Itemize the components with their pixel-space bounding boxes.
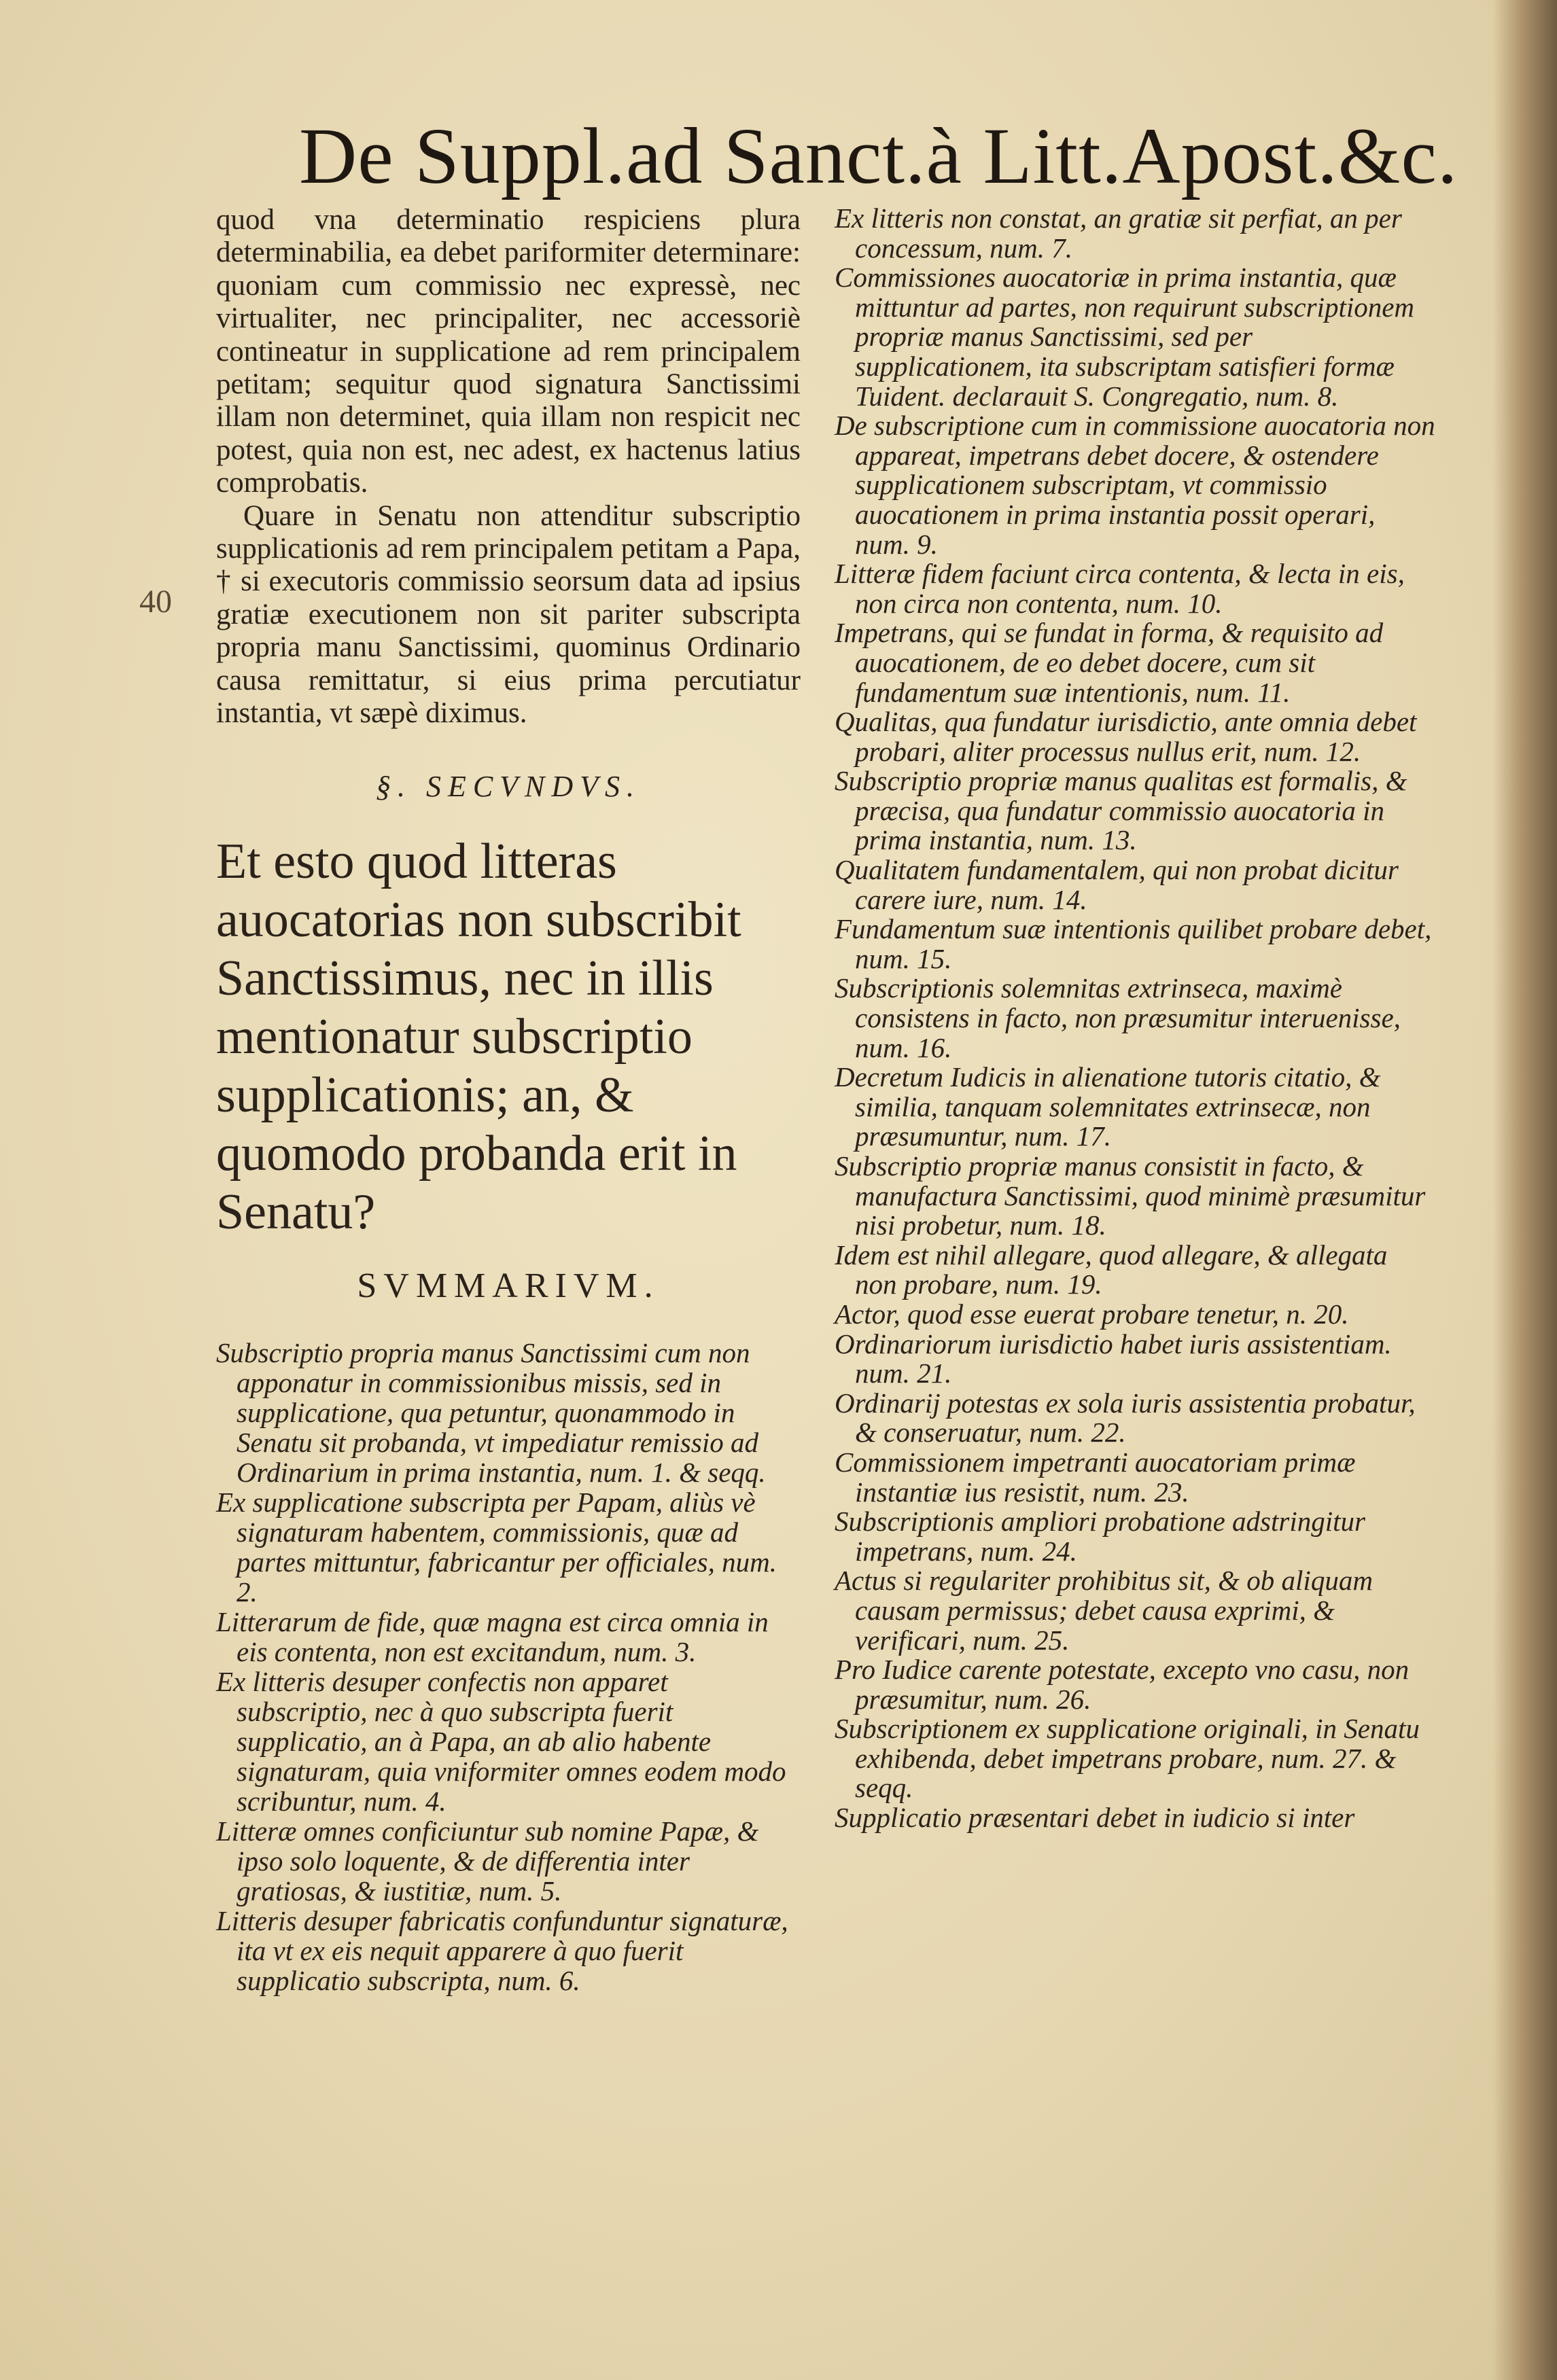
summary-entry: Subscriptio propriæ manus qualitas est formalis, & præcisa, qua fundatur commissio auocatoria in prima instantia, num. 13. [835,765,1407,856]
summary-entry: Commissionem impetranti auocatoriam primæ instantiæ ius resistit, num. 23. [835,1446,1356,1508]
summary-entry: Subscriptionis solemnitas extrinseca, maximè consistens in facto, non præsumitur interuenisse, num. 16. [835,972,1401,1063]
summary-entry: Ex litteris non constat, an gratiæ sit perfiat, an per concessum, num. 7. [835,202,1402,264]
summary-entry: Qualitas, qua fundatur iurisdictio, ante omnia debet probari, aliter processus nullus erit, num. 12. [835,706,1417,767]
summary-entry: Litteræ omnes conficiuntur sub nomine Papæ, & ipso solo loquente, & de differentia inter gratiosas, & iustitiæ, num. 5. [216,1815,759,1906]
summary-entry: De subscriptione cum in commissione auocatoria non appareat, impetrans debet docere, & ostendere supplicationem subscriptam, vt commissio auocationem in prima instantia possit operari, num. 9. [835,410,1435,560]
summary-entry: Actus si regulariter prohibitus sit, & ob aliquam causam permissus; debet causa exprimi, & verificari, num. 25. [835,1565,1373,1656]
page-gutter [1492,0,1557,2380]
summary-entry: Qualitatem fundamentalem, qui non probat dicitur carere iure, num. 14. [835,854,1399,915]
summary-entry: Actor, quod esse euerat probare tenetur, n. 20. [835,1298,1349,1330]
summary-entry: Pro Iudice carente potestate, excepto vno casu, non præsumitur, num. 26. [835,1654,1410,1715]
section-question: Et esto quod litteras auocatorias non subscribit Sanctissimus, nec in illis mentionatur subscriptio supplicationis; an, & quomodo probanda erit in Senatu? [216,833,741,1240]
summary-entry: Impetrans, qui se fundat in forma, & requisito ad auocationem, de eo debet docere, cum sit fundamentum suæ intentionis, num. 11. [835,617,1384,708]
margin-line-number: 40 [139,584,172,620]
summary-entry: Subscriptio propria manus Sanctissimi cum non apponatur in commissionibus missis, sed in supplicatione, qua petuntur, quonammodo in Senatu sit probanda, vt impediatur remissio ad Ordinarium in prima instantia, num. 1. & seqq. [216,1336,766,1488]
summary-entry: Litteris desuper fabricatis confunduntur signaturæ, ita vt ex eis nequit apparere à quo fuerit supplicatio subscripta, num. 6. [216,1904,788,1996]
summary-entry: Litteræ fidem faciunt circa contenta, & lecta in eis, non circa non contenta, num. 10. [835,558,1405,619]
summary-title: SVMMARIVM. [357,1266,660,1305]
body-paragraph: Quare in Senatu non attenditur subscriptio supplicationis ad rem principalem petitam a Papa, † si executoris commissio seorsum data ad ipsius gratiæ executionem non sit pariter subscripta propria manu Sanctissimi, quominus Ordinario causa remittatur, si eius prima percutiatur instantia, vt sæpè diximus. [216,499,801,730]
summary-entry: Idem est nihil allegare, quod allegare, & allegata non probare, num. 19. [835,1239,1388,1300]
running-header: De Suppl.ad Sanct.à Litt.Apost.&c. [299,111,1458,200]
summary-entry: Subscriptio propriæ manus consistit in facto, & manufactura Sanctissimi, quod minimè præsumitur nisi probetur, num. 18. [835,1150,1426,1241]
summary-entry: Fundamentum suæ intentionis quilibet probare debet, num. 15. [835,913,1432,974]
section-title: §. SECVNDVS. [375,769,642,803]
summary-entry: Subscriptionem ex supplicatione originali, in Senatu exhibenda, debet impetrans probare, num. 27. & seqq. [835,1713,1420,1804]
summary-entry: Commissiones auocatoriæ in prima instantia, quæ mittuntur ad partes, non requirunt subscriptionem propriæ manus Sanctissimi, sed per supplicationem, ita subscriptam satisfieri formæ Tuident. declarauit S. Congregatio, num. 8. [835,262,1415,412]
summary-entry: Decretum Iudicis in alienatione tutoris citatio, & similia, tanquam solemnitates extrinsecæ, non præsumuntur, num. 17. [835,1061,1381,1152]
right-column [835,204,1436,1833]
body-paragraph: quod vna determinatio respiciens plura determinabilia, ea debet pariformiter determinare: quoniam cum commissio nec expressè, nec virtualiter, nec principaliter, nec accessoriè contineatur in supplicatione ad rem principalem petitam; sequitur quod signatura Sanctissimi illam non determinet, quia illam non respicit nec potest, quia non est, nec adest, ex hactenus latius comprobatis. [216,204,801,499]
summary-entry: Ordinarij potestas ex sola iuris assistentia probatur, & conseruatur, num. 22. [835,1387,1416,1449]
summary-list-left [216,1338,801,1995]
summary-entry: Litterarum de fide, quæ magna est circa omnia in eis contenta, non est excitandum, num. 3. [216,1605,769,1667]
left-column [216,204,801,1995]
summary-entry: Supplicatio præsentari debet in iudicio si inter [835,1802,1355,1834]
summary-entry: Ex supplicatione subscripta per Papam, aliùs vè signaturam habentem, commissionis, quæ ad partes mittuntur, fabricantur per officiales, num. 2. [216,1486,777,1608]
summary-entry: Ex litteris desuper confectis non apparet subscriptio, nec à quo subscripta fuerit supplicatio, an à Papa, an ab alio habente signaturam, quia vniformiter omnes eodem modo scribuntur, num. 4. [216,1665,786,1817]
summary-entry: Ordinariorum iurisdictio habet iuris assistentiam. num. 21. [835,1328,1392,1389]
summary-entry: Subscriptionis ampliori probatione adstringitur impetrans, num. 24. [835,1506,1365,1567]
